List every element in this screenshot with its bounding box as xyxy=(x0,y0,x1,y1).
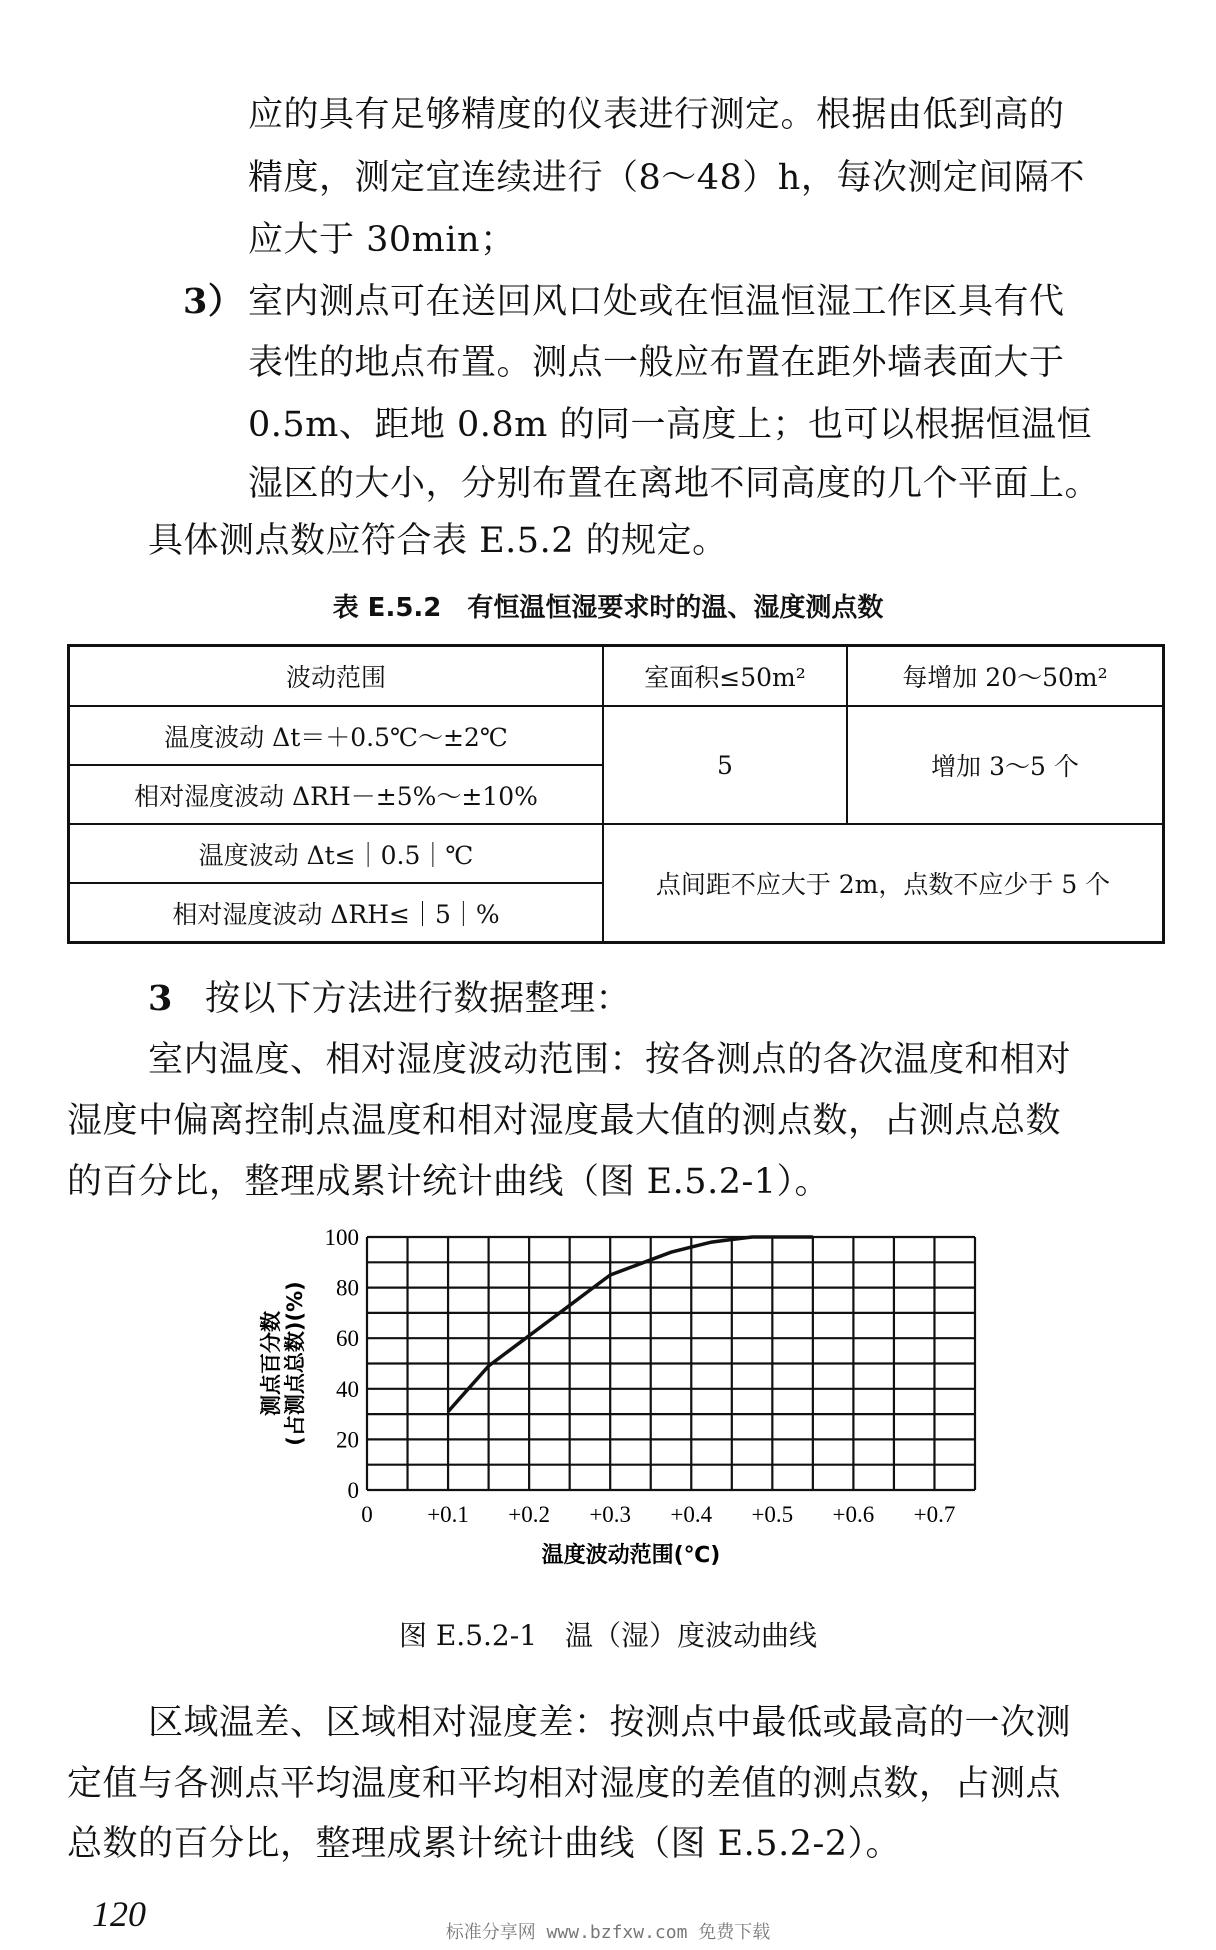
table-header-cell: 每增加 20～50m² xyxy=(847,646,1164,707)
section-number: 3 xyxy=(148,978,173,1019)
table-header-cell: 波动范围 xyxy=(69,646,604,707)
x-tick-label: +0.4 xyxy=(670,1502,713,1527)
table-header-cell: 室面积≤50m² xyxy=(603,646,847,707)
section-heading: 按以下方法进行数据整理： xyxy=(205,979,632,1019)
x-tick-label: +0.1 xyxy=(427,1502,469,1527)
paragraph-line: 具体测点数应符合表 E.5.2 的规定。 xyxy=(148,521,728,561)
fluctuation-chart xyxy=(230,1215,1010,1575)
table-row xyxy=(69,824,1164,883)
table-cell: 增加 3～5 个 xyxy=(847,706,1164,824)
paragraph-line: 湿区的大小，分别布置在离地不同高度的几个平面上。 xyxy=(248,464,1101,504)
chart-grid xyxy=(367,1237,975,1490)
paragraph-line: 室内测点可在送回风口处或在恒温恒湿工作区具有代 xyxy=(248,282,1065,322)
x-tick-label: 0 xyxy=(361,1502,373,1527)
watermark: 标准分享网 www.bzfxw.com 免费下载 xyxy=(445,1922,771,1943)
paragraph-line: 总数的百分比，整理成累计统计曲线（图 E.5.2-2）。 xyxy=(67,1824,902,1864)
x-axis-label: 温度波动范围(℃) xyxy=(541,1543,721,1568)
paragraph-line: 室内温度、相对湿度波动范围：按各测点的各次温度和相对 xyxy=(148,1040,1072,1080)
x-tick-label: +0.3 xyxy=(589,1502,632,1527)
list-item-number: 3） xyxy=(183,281,244,322)
y-tick-label: 60 xyxy=(336,1326,359,1352)
table-cell: 相对湿度波动 ΔRH－±5%～±10% xyxy=(69,765,604,824)
x-tick-label: +0.2 xyxy=(508,1502,551,1527)
table-cell: 5 xyxy=(603,706,847,824)
y-axis-label: (占测点总数)(%) xyxy=(283,1281,307,1446)
x-tick-label: +0.5 xyxy=(751,1502,794,1527)
page-number: 120 xyxy=(92,1894,146,1934)
table-title: 表 E.5.2 有恒温恒湿要求时的温、湿度测点数 xyxy=(332,593,884,623)
paragraph-line: 的百分比，整理成累计统计曲线（图 E.5.2-1）。 xyxy=(67,1162,831,1202)
y-tick-labels xyxy=(325,1225,360,1503)
paragraph-line: 应的具有足够精度的仪表进行测定。根据由低到高的 xyxy=(248,95,1065,135)
paragraph-line: 精度，测定宜连续进行（8～48）h，每次测定间隔不 xyxy=(248,158,1085,198)
table-row xyxy=(69,706,1164,765)
figure-caption: 图 E.5.2-1 温（湿）度波动曲线 xyxy=(398,1619,818,1652)
y-tick-label: 80 xyxy=(336,1275,359,1301)
y-axis-label: 测点百分数 xyxy=(259,1311,283,1416)
table-header-row xyxy=(69,646,1164,707)
y-tick-label: 0 xyxy=(347,1478,359,1503)
table-cell: 相对湿度波动 ΔRH≤｜5｜% xyxy=(69,883,604,943)
x-tick-label: +0.6 xyxy=(832,1502,875,1527)
table-cell: 温度波动 Δt＝＋0.5℃～±2℃ xyxy=(69,706,604,765)
paragraph-line: 湿度中偏离控制点温度和相对湿度最大值的测点数，占测点总数 xyxy=(67,1101,1062,1141)
y-tick-label: 100 xyxy=(324,1225,359,1250)
paragraph-line: 0.5m、距地 0.8m 的同一高度上；也可以根据恒温恒 xyxy=(248,405,1092,445)
paragraph-line: 应大于 30min； xyxy=(248,220,516,260)
chart-svg xyxy=(230,1215,1010,1575)
measurement-points-table xyxy=(67,644,1165,944)
table-cell: 点间距不应大于 2m，点数不应少于 5 个 xyxy=(603,824,1164,943)
paragraph-line: 定值与各测点平均温度和平均相对湿度的差值的测点数，占测点 xyxy=(67,1764,1062,1804)
paragraph-line: 表性的地点布置。测点一般应布置在距外墙表面大于 xyxy=(248,343,1065,383)
x-tick-labels xyxy=(361,1502,955,1527)
paragraph-line: 区域温差、区域相对湿度差：按测点中最低或最高的一次测 xyxy=(148,1703,1072,1743)
y-tick-label: 40 xyxy=(336,1376,359,1402)
y-tick-label: 20 xyxy=(336,1427,359,1453)
x-tick-label: +0.7 xyxy=(913,1502,956,1527)
table-cell: 温度波动 Δt≤｜0.5｜℃ xyxy=(69,824,604,883)
